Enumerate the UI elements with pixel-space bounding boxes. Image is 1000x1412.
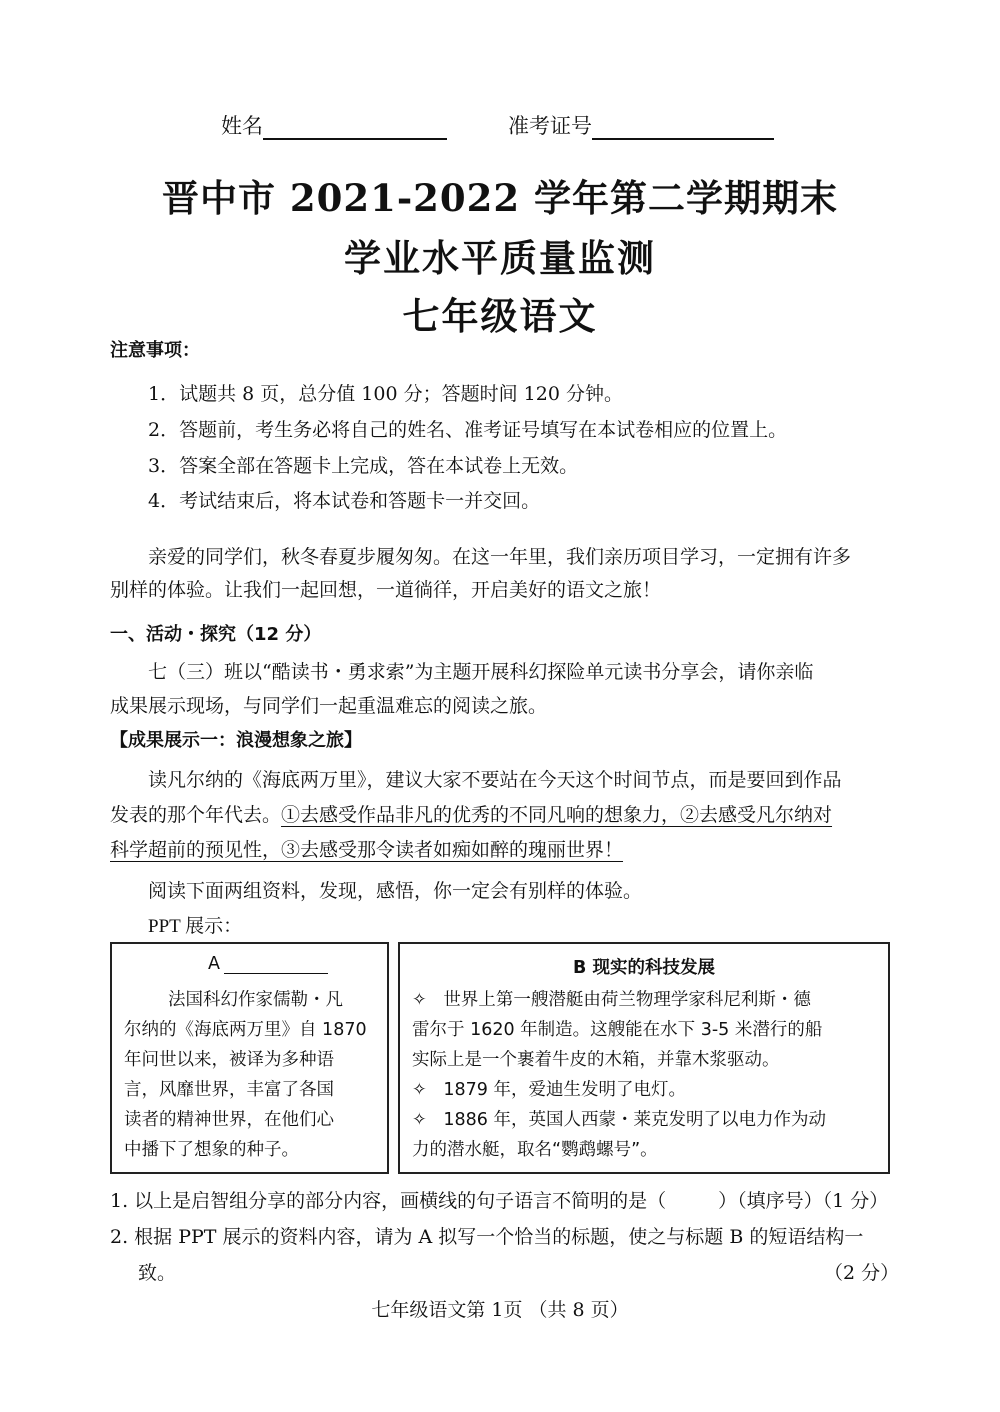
exam-id-label: 准考证号 bbox=[508, 114, 592, 138]
box-b-title: B 现实的科技发展 bbox=[573, 958, 715, 978]
box-b bbox=[398, 942, 890, 1174]
box-b-line: 雷尔于 1620 年制造。这艘能在水下 3-5 米潜行的船 bbox=[412, 1020, 823, 1040]
intro-line: 别样的体验。让我们一起回想，一道徜徉，开启美好的语文之旅！ bbox=[110, 579, 662, 601]
notice-heading: 注意事项： bbox=[110, 340, 200, 361]
underlined-sentence: ①去感受作品非凡的优秀的不同凡响的想象力，②去感受凡尔纳对 bbox=[281, 804, 833, 826]
box-a-line: 读者的精神世界，在他们心 bbox=[124, 1110, 334, 1130]
question-2-score: （2 分） bbox=[824, 1262, 900, 1284]
box-a-title-blank bbox=[224, 955, 328, 974]
title-line-2: 学业水平质量监测 bbox=[344, 236, 656, 280]
box-a bbox=[110, 942, 389, 1174]
section-desc: 七（三）班以“酷读书・勇求索”为主题开展科幻探险单元读书分享会，请你亲临 bbox=[148, 661, 814, 683]
bullet-icon: ✧ bbox=[412, 1080, 427, 1100]
box-a-line: 言，风靡世界，丰富了各国 bbox=[124, 1080, 334, 1100]
paragraph-plain: 发表的那个年代去。 bbox=[110, 804, 282, 826]
paragraph-line: 读凡尔纳的《海底两万里》，建议大家不要站在今天这个时间节点，而是要回到作品 bbox=[148, 769, 842, 791]
notice-item: 1．试题共 8 页，总分值 100 分；答题时间 120 分钟。 bbox=[148, 383, 623, 405]
underlined-sentence: 科学超前的预见性，③去感受那令读者如痴如醉的瑰丽世界！ bbox=[110, 839, 624, 861]
box-a-line: 中播下了想象的种子。 bbox=[124, 1140, 299, 1160]
section-desc: 成果展示现场，与同学们一起重温难忘的阅读之旅。 bbox=[110, 695, 548, 717]
box-a-line: 尔纳的《海底两万里》自 1870 bbox=[124, 1020, 367, 1040]
title-line-3: 七年级语文 bbox=[402, 294, 598, 338]
notice-item: 3．答案全部在答题卡上完成，答在本试卷上无效。 bbox=[148, 455, 579, 477]
notice-item: 2．答题前，考生务必将自己的姓名、准考证号填写在本试卷相应的位置上。 bbox=[148, 419, 788, 441]
ppt-label: PPT 展示： bbox=[148, 916, 243, 937]
intro-line: 亲爱的同学们，秋冬春夏步履匆匆。在这一年里，我们亲历项目学习，一定拥有许多 bbox=[148, 546, 852, 568]
paragraph-line: 阅读下面两组资料，发现，感悟，你一定会有别样的体验。 bbox=[148, 880, 643, 902]
paragraph-line bbox=[110, 800, 832, 827]
name-label: 姓名 bbox=[221, 114, 263, 138]
box-b-item: ✧ 世界上第一艘潜艇由荷兰物理学家科尼利斯・德 bbox=[412, 990, 811, 1010]
page-footer: 七年级语文第 1页 （共 8 页） bbox=[371, 1299, 629, 1321]
sub-heading: 【成果展示一：浪漫想象之旅】 bbox=[110, 730, 362, 751]
box-b-item: ✧ 1886 年，英国人西蒙・莱克发明了以电力作为动 bbox=[412, 1110, 826, 1130]
box-a-title: A bbox=[208, 954, 328, 974]
box-a-line: 法国科幻作家儒勒・凡 bbox=[168, 990, 343, 1010]
section-heading: 一、活动・探究（12 分） bbox=[110, 624, 322, 645]
bullet-icon: ✧ bbox=[412, 1110, 427, 1130]
box-b-line: 实际上是一个裹着牛皮的木箱，并靠木浆驱动。 bbox=[412, 1050, 780, 1070]
question-2: 2. 根据 PPT 展示的资料内容，请为 A 拟写一个恰当的标题，使之与标题 B 的短语结构一 bbox=[110, 1226, 864, 1248]
exam-id-blank bbox=[592, 116, 774, 140]
question-2-cont: 致。 bbox=[138, 1262, 177, 1284]
notice-item: 4．考试结束后，将本试卷和答题卡一并交回。 bbox=[148, 490, 541, 512]
title-line-1: 晋中市 2021-2022 学年第二学期期末 bbox=[161, 176, 839, 220]
exam-id-field bbox=[508, 110, 774, 140]
box-a-line: 年问世以来，被译为多种语 bbox=[124, 1050, 334, 1070]
question-1: 1. 以上是启智组分享的部分内容，画横线的句子语言不简明的是（ ）（填序号）（1 分） bbox=[110, 1190, 889, 1212]
box-b-line: 力的潜水艇，取名“鹦鹉螺号”。 bbox=[412, 1140, 658, 1160]
box-b-item: ✧ 1879 年，爱迪生发明了电灯。 bbox=[412, 1080, 686, 1100]
name-field bbox=[221, 110, 447, 140]
bullet-icon: ✧ bbox=[412, 990, 427, 1010]
name-blank bbox=[263, 116, 447, 140]
paragraph-line bbox=[110, 835, 623, 862]
